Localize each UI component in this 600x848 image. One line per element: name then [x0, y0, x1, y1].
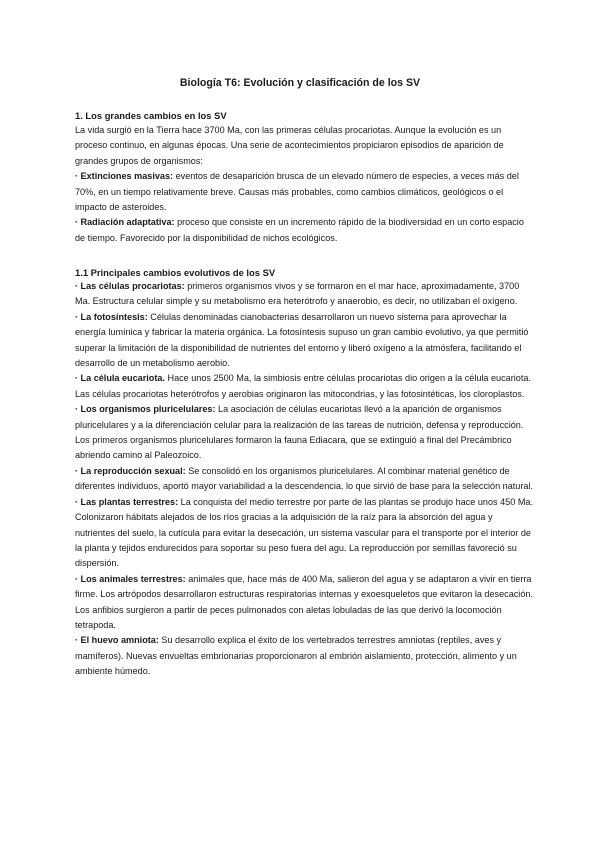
list-item: [75, 310, 535, 372]
document-title: Biología T6: Evolución y clasificación de los SV: [179, 77, 421, 89]
item-text: Su desarrollo explica el éxito de los vertebrados terrestres amniotas (reptiles, aves y mamíferos). Nuevas envueltas embrionarias proporcionaron al embrión aislamiento, protección, alimento y un ambiente húmedo.: [75, 635, 517, 677]
list-item: [75, 169, 535, 215]
item-term: · Las plantas terrestres:: [75, 496, 179, 507]
item-term: · Los organismos pluricelulares:: [75, 404, 216, 415]
item-term: · La fotosíntesis:: [75, 311, 148, 322]
item-term: · Las células procariotas:: [75, 281, 185, 291]
list-item: [75, 371, 535, 402]
item-text: Hace unos 2500 Ma, la simbiosis entre células procariotas dio origen a la célula eucariota. Las células procariotas heterótrofos y aerobias originaron las mitocondrias, y las fotosintéticas, los cloroplastos.: [75, 373, 531, 399]
item-text: Se consolidó en los organismos pluricelulares. Al combinar material genético de diferentes individuos, aportó mayor variabilidad a la descendencia, lo que sirvió de base para la selección natural.: [75, 465, 533, 492]
item-text: primeros organismos vivos y se formaron en el mar hace, aproximadamente, 3700 Ma. Estructura celular simple y su metabolismo era heterótrofo y anaerobio, es decir, no utilizaban el oxígeno.: [75, 281, 520, 307]
section-heading: 1. Los grandes cambios en los SV: [75, 110, 227, 121]
list-item: [75, 402, 535, 464]
list-item: [75, 215, 535, 246]
item-term: · Extinciones masivas:: [75, 171, 174, 182]
item-text: animales que, hace más de 400 Ma, salieron del agua y se adaptaron a vivir en tierra firme. Los artrópodos desarrollaron estructuras respiratorias internas y exoesqueletos que evitaron la desecación. Los anfibios surgieron a partir de peces pulmonados con aletas lobuladas de las que derivó la locomoción tetrapoda.: [75, 573, 533, 630]
item-text: eventos de desaparición brusca de un elevado número de especies, a veces más del 70%, en un tiempo relativamente breve. Causas más probables, como cambios climáticos, geológicos o el impacto de asteroides.: [75, 171, 519, 213]
list-item: [75, 279, 535, 310]
list-item: [75, 633, 535, 679]
item-text: proceso que consiste en un incremento rápido de la biodiversidad en un corto espacio de tiempo. Favorecido por la disponibilidad de nichos ecológicos.: [75, 217, 524, 243]
item-term: · Los animales terrestres:: [75, 573, 186, 584]
item-text: La asociación de células eucariotas llevó a la aparición de organismos pluricelulares y a la diferenciación celular para la realización de las tareas de nutrición, defensa y reproducción. Los primeros organismos pluricelulares formaron la fauna Ediacara, que se extinguió a final del Precámbrico abriendo camino al Paleozoico.: [75, 404, 524, 461]
item-term: · La reproducción sexual:: [75, 465, 186, 476]
list-item: [75, 572, 535, 634]
item-text: La conquista del medio terrestre por parte de las plantas se produjo hace unos 450 Ma. Colonizaron hábitats alejados de los ríos gracias a la adquisición de la raíz para la absorción del agua y nutrientes del suelo, la cutícula para evitar la desecación, un sistema vascular para el transporte por el interior de la planta y tejidos endurecidos para soportar su peso fuera del agu. La reproducción por semillas favoreció su dispersión.: [75, 496, 533, 569]
section-body: [75, 123, 535, 246]
intro-paragraph: La vida surgió en la Tierra hace 3700 Ma, con las primeras células procariotas. Aunque la evolución es un proceso continuo, en algunas épocas. Una serie de acontecimientos propiciaron episodios de aparición de grandes grupos de organismos:: [75, 125, 504, 166]
item-term: · Radiación adaptativa:: [75, 217, 175, 228]
list-item: [75, 464, 535, 495]
subsection-heading: 1.1 Principales cambios evolutivos de los SV: [75, 267, 276, 278]
subsection-body: [75, 279, 535, 680]
item-text: Células denominadas cianobacterias desarrollaron un nuevo sistema para aprovechar la energía lumínica y fabricar la materia orgánica. La fotosíntesis supuso un gran cambio evolutivo, ya que permitió superar la limitación de la disponibilidad de nutrientes del entorno y liberó oxígeno a la atmósfera, facilitando el desarrollo de un metabolismo aerobio.: [75, 311, 529, 369]
list-item: [75, 495, 535, 572]
item-term: · La célula eucariota.: [75, 373, 165, 384]
item-term: · El huevo amniota:: [75, 635, 159, 646]
